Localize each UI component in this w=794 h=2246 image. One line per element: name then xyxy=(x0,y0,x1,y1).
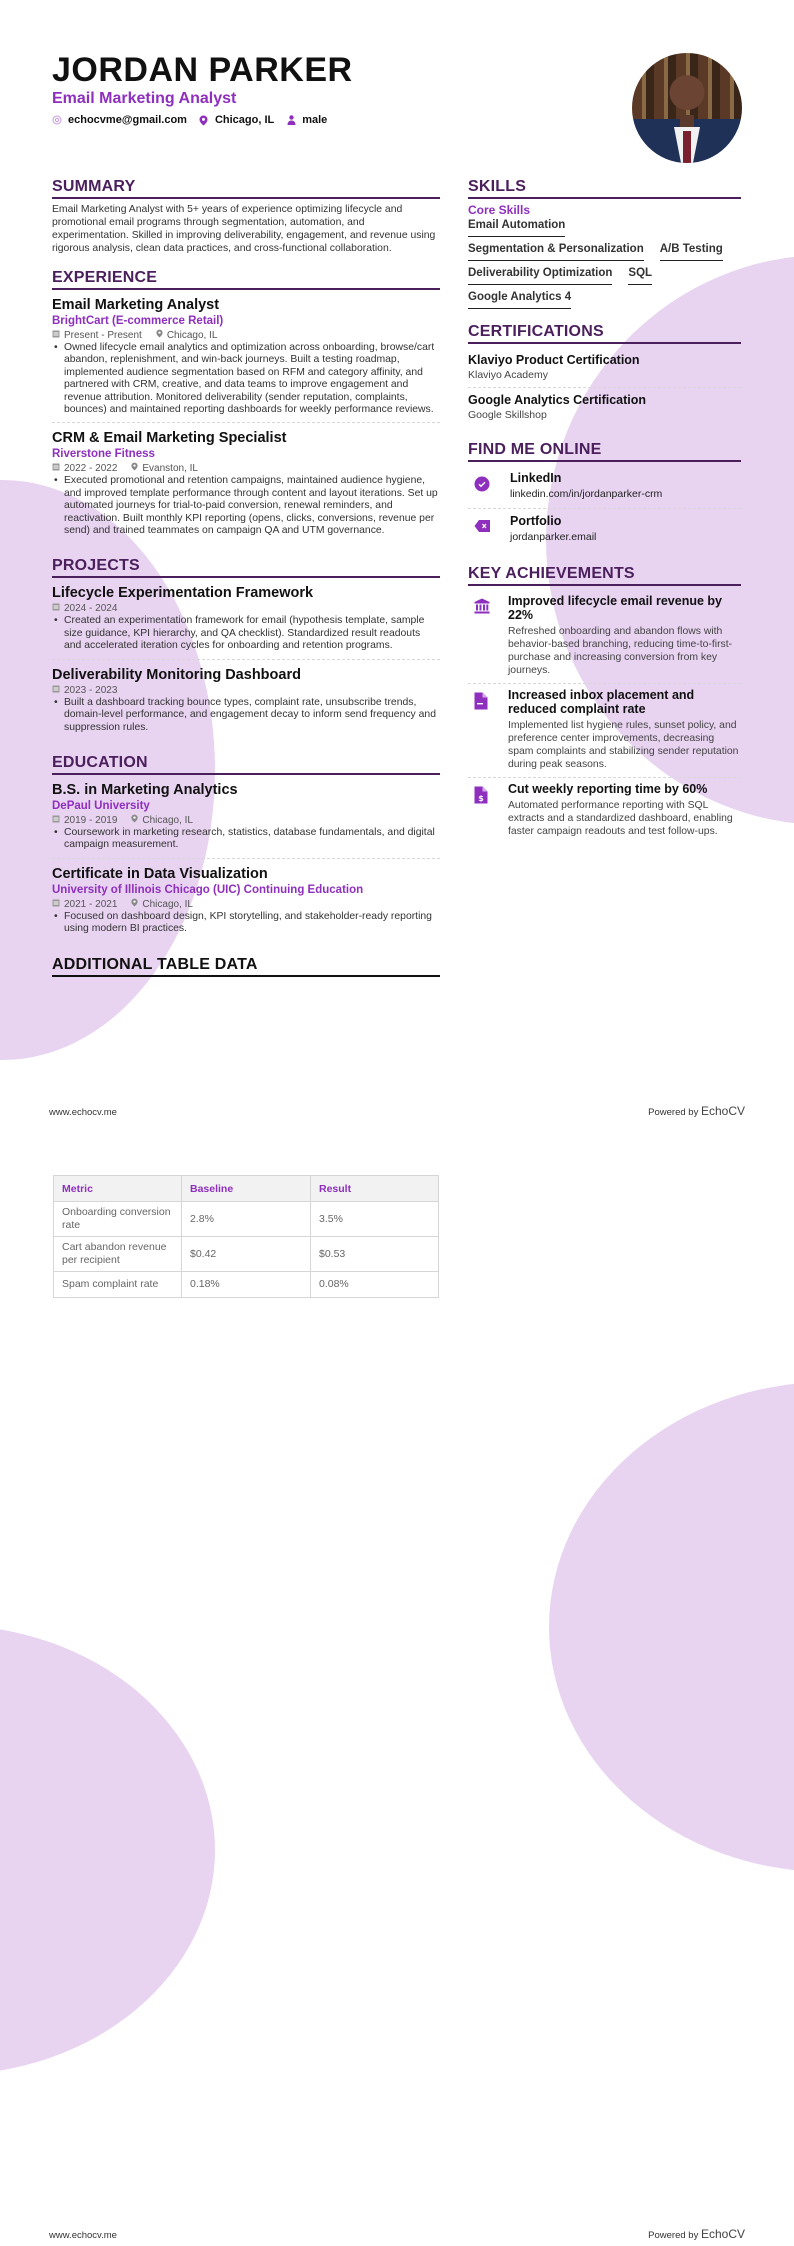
section-heading: FIND ME ONLINE xyxy=(468,441,741,462)
entry-meta xyxy=(52,462,440,475)
powered-by-label: Powered by xyxy=(648,2230,699,2241)
skill-tag: Deliverability Optimization xyxy=(468,267,612,285)
education-section xyxy=(52,754,440,942)
skill-group-label: Core Skills xyxy=(468,203,531,217)
entry-bullet: • Executed promotional and retention campaigns, maintained audience hygiene, and improved template performance through content and layout iterations. Set up automated journeys for trial-to-paid conversion, renewal reminders, and reactivation. Built monthly KPI reporting (opens, clicks, conversions, revenue per send) and trained teammates on campaign QA and UTM governance. xyxy=(52,475,440,537)
calendar-icon xyxy=(52,684,60,697)
map-pin-icon xyxy=(131,898,138,911)
entry-bullet: • Built a dashboard tracking bounce types, complaint rate, unsubscribe trends, domain-level performance, and engagement decay to inform send frequency and suppression rules. xyxy=(52,697,440,734)
entry-bullet: • Coursework in marketing research, statistics, database fundamentals, and digital campaign measurement. xyxy=(52,827,440,852)
project-title: Lifecycle Experimentation Framework xyxy=(52,585,314,602)
contact-email-text: echocvme@gmail.com xyxy=(68,114,187,126)
achievement-item xyxy=(468,590,741,684)
achievement-item xyxy=(468,778,741,844)
certification-item xyxy=(468,388,741,427)
project-title: Deliverability Monitoring Dashboard xyxy=(52,666,301,683)
online-section xyxy=(468,441,741,551)
online-link-linkedin[interactable] xyxy=(468,466,741,509)
project-entry xyxy=(52,664,440,740)
section-heading: SUMMARY xyxy=(52,178,440,199)
decorative-blob xyxy=(549,1382,794,1872)
achievements-section xyxy=(468,565,741,844)
section-heading: PROJECTS xyxy=(52,557,440,578)
skill-tag: Segmentation & Personalization xyxy=(468,243,644,261)
entry-location: Evanston, IL xyxy=(142,463,198,475)
page-footer xyxy=(49,2227,745,2241)
achievement-description: Refreshed onboarding and abandon flows with behavior-based branching, reducing time-to-first-purchase and increasing conversion from key journeys. xyxy=(508,626,733,676)
link-label: LinkedIn xyxy=(510,471,562,485)
table-header: Metric xyxy=(54,1176,182,1202)
tag-x-icon xyxy=(474,519,490,535)
table-cell: 2.8% xyxy=(182,1202,311,1237)
skill-tag: A/B Testing xyxy=(660,243,723,261)
project-entry xyxy=(52,582,440,659)
table-header-row xyxy=(54,1176,439,1202)
contact-location-text: Chicago, IL xyxy=(214,114,275,126)
table-cell: $0.42 xyxy=(182,1237,311,1272)
map-pin-icon xyxy=(199,115,209,125)
resume-header xyxy=(52,52,612,126)
contact-email[interactable] xyxy=(52,114,187,126)
map-pin-icon xyxy=(131,462,138,475)
entry-location: Chicago, IL xyxy=(142,814,193,826)
experience-section xyxy=(52,269,440,543)
entry-bullet: • Created an experimentation framework for email (hypothesis template, sample size guidance, KPI hierarchy, and QA checklist). Standardized result readouts and accelerated iteration cycles for onboarding and retention programs. xyxy=(52,615,440,652)
calendar-icon xyxy=(52,462,60,475)
table-cell: Spam complaint rate xyxy=(54,1272,182,1298)
table-row xyxy=(54,1272,439,1298)
entry-dates: 2022 - 2022 xyxy=(64,463,118,475)
entry-dates: Present - Present xyxy=(64,330,142,341)
section-heading: ADDITIONAL TABLE DATA xyxy=(52,956,440,977)
section-heading: EDUCATION xyxy=(52,754,440,775)
check-badge-icon xyxy=(474,476,490,492)
map-pin-icon xyxy=(156,329,163,342)
calendar-icon xyxy=(52,602,60,615)
achievement-description: Automated performance reporting with SQL extracts and a standardized dashboard, enabling faster campaign readouts and test follow-ups. xyxy=(508,800,733,837)
table-header: Result xyxy=(311,1176,439,1202)
entry-meta xyxy=(52,684,440,697)
skill-list xyxy=(468,219,741,309)
section-heading: CERTIFICATIONS xyxy=(468,323,741,344)
user-icon xyxy=(286,115,296,125)
experience-entry xyxy=(52,294,440,423)
contact-gender-text: male xyxy=(302,114,328,126)
job-title: Email Marketing Analyst xyxy=(52,297,220,313)
section-heading: EXPERIENCE xyxy=(52,269,440,290)
avatar xyxy=(632,53,742,163)
svg-text:$: $ xyxy=(478,794,484,803)
entry-bullet: • Owned lifecycle email analytics and optimization across onboarding, browse/cart abandon, replenishment, and win-back journeys. Built a testing roadmap, implemented audience segmentation based on RFM and category affinity, and partnered with CRM, creative, and data teams to improve engagement and revenue attribution. Monitored deliverability (sender reputation, complaints, bounces) and maintained reporting dashboards for weekly performance reviews. xyxy=(52,342,440,416)
document-icon xyxy=(474,692,490,710)
skill-tag: Google Analytics 4 xyxy=(468,291,571,309)
entry-location: Chicago, IL xyxy=(166,330,218,341)
table-cell: 0.08% xyxy=(311,1272,439,1298)
candidate-name: JORDAN PARKER xyxy=(52,51,353,89)
summary-section xyxy=(52,178,440,255)
link-url[interactable]: linkedin.com/in/jordanparker-crm xyxy=(510,488,663,500)
entry-meta xyxy=(52,329,440,342)
entry-meta xyxy=(52,602,440,615)
page-footer xyxy=(49,1104,745,1118)
contact-gender xyxy=(286,114,327,126)
summary-text: Email Marketing Analyst with 5+ years of experience optimizing lifecycle and promotional email programs through segmentation, automation, and experimentation. Skilled in improving deliverability, engagement, and revenue using rigorous analysis, clean data practices, and cross-functional collaboration. xyxy=(52,204,436,254)
education-entry xyxy=(52,863,440,942)
entry-dates: 2024 - 2024 xyxy=(64,603,118,615)
skill-tag: Email Automation xyxy=(468,219,565,237)
projects-section xyxy=(52,557,440,739)
entry-meta xyxy=(52,898,440,911)
table-cell: 3.5% xyxy=(311,1202,439,1237)
section-heading: SKILLS xyxy=(468,178,741,199)
certification-issuer: Klaviyo Academy xyxy=(468,369,548,381)
entry-location: Chicago, IL xyxy=(142,898,193,910)
brand-name[interactable]: EchoCV xyxy=(700,1104,745,1118)
table-row xyxy=(54,1202,439,1237)
footer-site-link[interactable]: www.echocv.me xyxy=(49,2230,117,2241)
entry-dates: 2019 - 2019 xyxy=(64,814,118,826)
entry-bullet: • Focused on dashboard design, KPI storytelling, and stakeholder-ready reporting using modern BI practices. xyxy=(52,911,440,936)
entry-dates: 2021 - 2021 xyxy=(64,898,118,910)
map-pin-icon xyxy=(131,814,138,827)
contact-location xyxy=(199,114,274,126)
certification-issuer: Google Skillshop xyxy=(468,409,547,421)
table-row xyxy=(54,1237,439,1272)
certification-item xyxy=(468,348,741,388)
right-column xyxy=(468,178,741,858)
calendar-icon xyxy=(52,898,60,911)
footer-powered-by xyxy=(648,1104,745,1118)
metrics-table xyxy=(53,1175,439,1298)
left-column xyxy=(52,178,440,991)
achievement-description: Implemented list hygiene rules, sunset policy, and preference center improvements, decreasing spam complaints and stabilizing sender reputation during peak seasons. xyxy=(508,720,739,770)
online-link-portfolio[interactable] xyxy=(468,509,741,551)
experience-entry xyxy=(52,427,440,543)
footer-powered-by xyxy=(648,2227,745,2241)
school-name: University of Illinois Chicago (UIC) Continuing Education xyxy=(52,883,364,896)
bank-icon xyxy=(474,598,490,616)
company-name: BrightCart (E-commerce Retail) xyxy=(52,315,224,327)
education-entry xyxy=(52,779,440,859)
brand-name[interactable]: EchoCV xyxy=(700,2227,745,2241)
certifications-section xyxy=(468,323,741,427)
job-title: CRM & Email Marketing Specialist xyxy=(52,430,287,447)
achievement-title: Cut weekly reporting time by 60% xyxy=(508,782,708,796)
degree-title: B.S. in Marketing Analytics xyxy=(52,781,238,798)
at-icon xyxy=(52,115,62,125)
achievement-title: Increased inbox placement and reduced complaint rate xyxy=(508,688,695,716)
achievement-item xyxy=(468,684,741,778)
powered-by-label: Powered by xyxy=(648,1107,699,1118)
certification-title: Google Analytics Certification xyxy=(468,393,647,407)
school-name: DePaul University xyxy=(52,799,150,812)
degree-title: Certificate in Data Visualization xyxy=(52,865,268,882)
section-heading: KEY ACHIEVEMENTS xyxy=(468,565,741,586)
calendar-icon xyxy=(52,814,60,827)
skill-tag: SQL xyxy=(628,267,652,285)
candidate-title: Email Marketing Analyst xyxy=(52,90,237,107)
link-label: Portfolio xyxy=(510,514,562,528)
entry-dates: 2023 - 2023 xyxy=(64,684,118,696)
table-cell: 0.18% xyxy=(182,1272,311,1298)
table-cell: Cart abandon revenue per recipient xyxy=(54,1237,182,1272)
calendar-icon xyxy=(52,329,60,342)
skills-section xyxy=(468,178,741,309)
decorative-blob xyxy=(0,1625,215,2075)
additional-section xyxy=(52,956,440,977)
certification-title: Klaviyo Product Certification xyxy=(468,353,640,367)
entry-meta xyxy=(52,814,440,827)
table-cell: $0.53 xyxy=(311,1237,439,1272)
link-url[interactable]: jordanparker.email xyxy=(510,531,597,543)
table-cell: Onboarding conversion rate xyxy=(54,1202,182,1237)
invoice-dollar-icon xyxy=(474,786,490,804)
company-name: Riverstone Fitness xyxy=(52,448,155,461)
contact-row xyxy=(52,114,612,126)
footer-site-link[interactable]: www.echocv.me xyxy=(49,1107,117,1118)
table-header: Baseline xyxy=(182,1176,311,1202)
achievement-title: Improved lifecycle email revenue by 22% xyxy=(508,594,722,622)
